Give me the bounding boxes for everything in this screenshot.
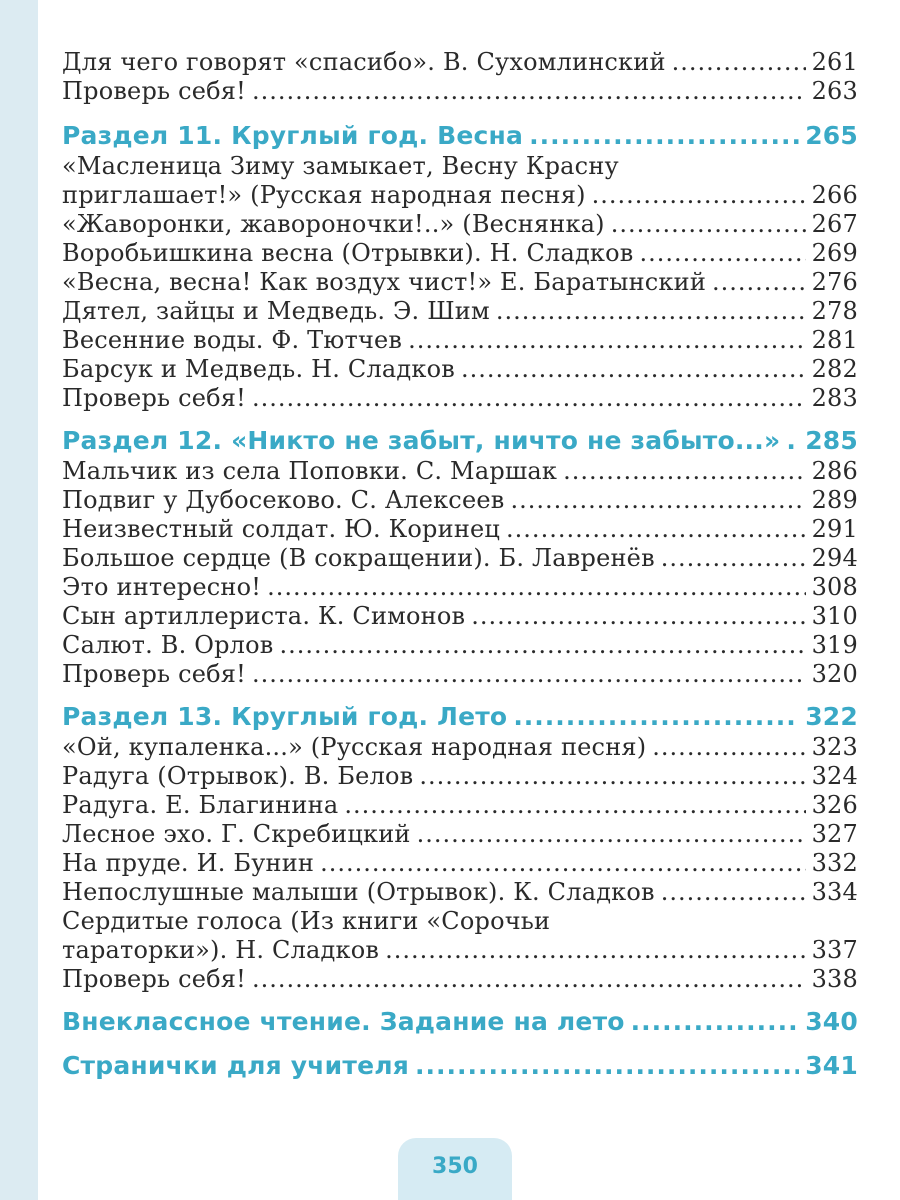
leader-dots — [631, 1006, 800, 1038]
toc-entry-title-line1: Сердитые голоса (Из книги «Сорочьи — [62, 907, 551, 935]
toc-entry-title: Непослушные малыши (Отрывок). К. Сладков — [62, 878, 655, 906]
toc-entry[interactable] — [62, 268, 858, 297]
section-heading-13[interactable] — [62, 701, 858, 733]
toc-entry-title-line2: приглашает!» (Русская народная песня) — [62, 181, 586, 209]
leader-dots — [712, 268, 806, 297]
toc-entry[interactable] — [62, 849, 858, 878]
toc-entry-title: Лесное эхо. Г. Скребицкий — [62, 820, 411, 848]
toc-entry-page: 291 — [811, 515, 858, 543]
toc-entry[interactable] — [62, 544, 858, 573]
toc-entry[interactable] — [62, 762, 858, 791]
toc-entry-page: 308 — [811, 573, 858, 601]
leader-dots — [415, 1050, 799, 1082]
leader-dots — [417, 820, 806, 849]
toc-entry-title: Проверь себя! — [62, 660, 246, 688]
toc-entry[interactable] — [62, 297, 858, 326]
toc-entry-page: 289 — [811, 486, 858, 514]
toc-entry-page: 338 — [811, 965, 858, 993]
toc-entry[interactable] — [62, 660, 858, 689]
leader-dots — [661, 878, 806, 907]
toc-entry-page: 326 — [811, 791, 858, 819]
toc-entry-title: Для чего говорят «спасибо». В. Сухомлинский — [62, 48, 666, 76]
leader-dots — [786, 425, 799, 457]
toc-entry-title-line1: «Масленица Зиму замыкает, Весну Красну — [62, 152, 619, 180]
leader-dots — [640, 239, 806, 268]
section-title: Странички для учителя — [62, 1051, 409, 1080]
toc-entry[interactable] — [62, 602, 858, 631]
toc-entry[interactable] — [62, 77, 858, 106]
toc-entry[interactable] — [62, 210, 858, 239]
section-page: 285 — [805, 426, 858, 455]
leader-dots — [252, 384, 806, 413]
toc-entry[interactable] — [62, 457, 858, 486]
toc-entry[interactable] — [62, 965, 858, 994]
toc-entry-page: 282 — [811, 355, 858, 383]
toc-entry[interactable] — [62, 355, 858, 384]
leader-dots — [672, 48, 806, 77]
toc-entry-title: Сын артиллериста. К. Симонов — [62, 602, 466, 630]
toc-entry-page: 334 — [811, 878, 858, 906]
leader-dots — [252, 965, 806, 994]
toc-entry[interactable] — [62, 48, 858, 77]
leader-dots — [461, 355, 806, 384]
toc-entry-title: Проверь себя! — [62, 77, 246, 105]
leader-dots — [280, 631, 806, 660]
toc-entry-page: 276 — [811, 268, 858, 296]
leader-dots — [419, 762, 805, 791]
leader-dots — [252, 77, 806, 106]
section-page: 265 — [805, 121, 858, 150]
section-title: Раздел 11. Круглый год. Весна — [62, 121, 524, 150]
leader-dots — [496, 297, 806, 326]
toc-entry-page: 266 — [811, 181, 858, 209]
toc-entry-title: «Жаворонки, жавороночки!..» (Веснянка) — [62, 210, 605, 238]
section-heading-12[interactable] — [62, 425, 858, 457]
toc-entry-page: 319 — [811, 631, 858, 659]
toc-entry-title: Неизвестный солдат. Ю. Коринец — [62, 515, 501, 543]
toc-entry-page: 267 — [811, 210, 858, 238]
section-title: Внеклассное чтение. Задание на лето — [62, 1007, 625, 1036]
section-page: 322 — [805, 702, 858, 731]
page-number-badge — [398, 1138, 512, 1200]
toc-entry-title: «Весна, весна! Как воздух чист!» Е. Баратынский — [62, 268, 707, 296]
toc-entry-page: 310 — [811, 602, 858, 630]
leader-dots — [506, 515, 806, 544]
toc-entry-title: Воробьишкина весна (Отрывки). Н. Сладков — [62, 239, 634, 267]
toc-entry-page: 320 — [811, 660, 858, 688]
section-page: 340 — [805, 1007, 858, 1036]
toc-entry-title: На пруде. И. Бунин — [62, 849, 315, 877]
toc-entry[interactable] — [62, 733, 858, 762]
toc-entry[interactable] — [62, 573, 858, 602]
toc-entry-page: 281 — [811, 326, 858, 354]
toc-entry-title: Дятел, зайцы и Медведь. Э. Шим — [62, 297, 490, 325]
leader-dots — [471, 602, 805, 631]
toc-entry-title: Подвиг у Дубосеково. С. Алексеев — [62, 486, 505, 514]
toc-entry-title: Весенние воды. Ф. Тютчев — [62, 326, 403, 354]
table-of-contents — [62, 48, 858, 1082]
leader-dots — [510, 486, 805, 515]
toc-entry-title: Проверь себя! — [62, 384, 246, 412]
toc-entry-page: 283 — [811, 384, 858, 412]
toc-entry-title: Это интересно! — [62, 573, 262, 601]
section-title: Раздел 12. «Никто не забыт, ничто не забыто...» — [62, 426, 781, 455]
toc-entry-page: 323 — [811, 733, 858, 761]
leader-dots — [529, 120, 799, 152]
section-heading-extra-reading[interactable] — [62, 1006, 858, 1038]
toc-entry-page: 332 — [811, 849, 858, 877]
leader-dots — [513, 701, 799, 733]
toc-entry-title: Мальчик из села Поповки. С. Маршак — [62, 457, 558, 485]
toc-entry-page: 269 — [811, 239, 858, 267]
toc-entry-title: «Ой, купаленка...» (Русская народная песня) — [62, 733, 647, 761]
leader-dots — [385, 936, 805, 965]
leader-dots — [661, 544, 806, 573]
toc-entry-page: 324 — [811, 762, 858, 790]
toc-entry[interactable] — [62, 515, 858, 544]
toc-entry[interactable] — [62, 878, 858, 907]
section-page: 341 — [805, 1051, 858, 1080]
toc-entry-title: Салют. В. Орлов — [62, 631, 274, 659]
leader-dots — [592, 181, 806, 210]
toc-entry[interactable] — [62, 326, 858, 355]
toc-entry[interactable] — [62, 486, 858, 515]
toc-entry-page: 286 — [811, 457, 858, 485]
decorative-left-stripe — [0, 0, 41, 1200]
toc-entry[interactable] — [62, 239, 858, 268]
toc-entry-title: Большое сердце (В сокращении). Б. Лавренёв — [62, 544, 655, 572]
toc-entry[interactable] — [62, 791, 858, 820]
toc-entry-page: 327 — [811, 820, 858, 848]
toc-entry[interactable] — [62, 384, 858, 413]
leader-dots — [267, 573, 805, 602]
toc-entry-title-line2: тараторки»). Н. Сладков — [62, 936, 380, 964]
leader-dots — [252, 660, 806, 689]
leader-dots — [611, 210, 806, 239]
section-heading-teacher-pages[interactable] — [62, 1050, 858, 1082]
toc-entry-page: 263 — [811, 77, 858, 105]
toc-entry[interactable] — [62, 820, 858, 849]
toc-entry-multiline[interactable] — [62, 907, 858, 965]
toc-entry[interactable] — [62, 631, 858, 660]
page-number: 350 — [432, 1154, 478, 1179]
toc-entry-page: 337 — [811, 936, 858, 964]
leader-dots — [652, 733, 805, 762]
toc-entry-title: Радуга (Отрывок). В. Белов — [62, 762, 414, 790]
leader-dots — [320, 849, 805, 878]
toc-entry-title: Проверь себя! — [62, 965, 246, 993]
toc-entry-title: Барсук и Медведь. Н. Сладков — [62, 355, 455, 383]
toc-entry-page: 278 — [811, 297, 858, 325]
section-title: Раздел 13. Круглый год. Лето — [62, 702, 508, 731]
leader-dots — [408, 326, 805, 355]
leader-dots — [563, 457, 805, 486]
section-heading-11[interactable] — [62, 120, 858, 152]
toc-entry-page: 261 — [811, 48, 858, 76]
toc-entry-multiline[interactable] — [62, 152, 858, 210]
leader-dots — [344, 791, 805, 820]
toc-entry-title: Радуга. Е. Благинина — [62, 791, 339, 819]
toc-entry-page: 294 — [811, 544, 858, 572]
